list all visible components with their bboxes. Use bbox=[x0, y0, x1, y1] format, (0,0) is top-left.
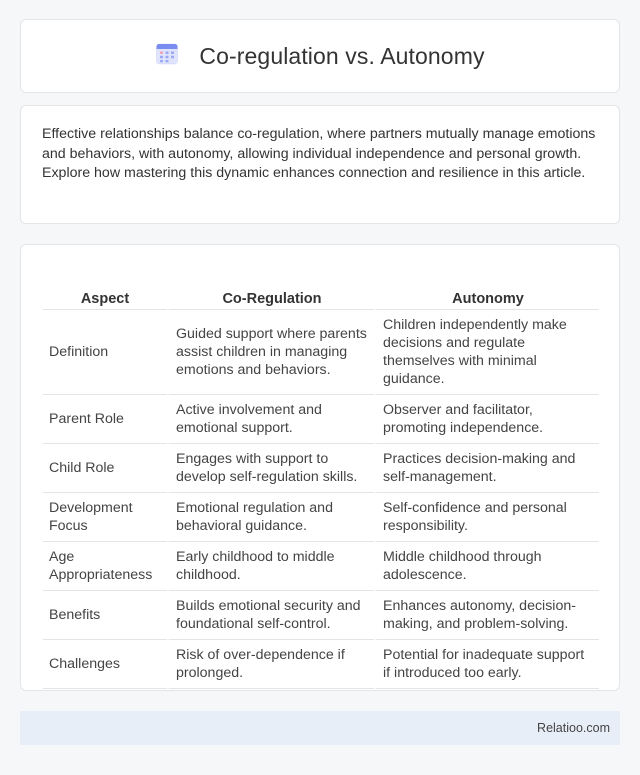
table-row bbox=[43, 310, 599, 395]
row-co-regulation: Risk of over-dependence if prolonged. bbox=[167, 640, 374, 689]
page-title: Co-regulation vs. Autonomy bbox=[199, 42, 485, 69]
row-autonomy: Middle childhood through adolescence. bbox=[374, 542, 599, 591]
footer bbox=[20, 711, 620, 745]
table-row bbox=[43, 493, 599, 542]
row-co-regulation: Builds emotional security and foundational self-control. bbox=[167, 591, 374, 640]
row-aspect: Challenges bbox=[43, 640, 167, 689]
row-autonomy: Practices decision-making and self-management. bbox=[374, 444, 599, 493]
intro-card bbox=[20, 105, 620, 224]
row-aspect: Development Focus bbox=[43, 493, 167, 542]
row-aspect: Benefits bbox=[43, 591, 167, 640]
row-autonomy: Enhances autonomy, decision-making, and problem-solving. bbox=[374, 591, 599, 640]
row-co-regulation: Guided support where parents assist children in managing emotions and behaviors. bbox=[167, 310, 374, 395]
row-co-regulation: Active involvement and emotional support. bbox=[167, 395, 374, 444]
table-header-row bbox=[43, 265, 599, 310]
header-aspect: Aspect bbox=[43, 265, 167, 310]
table-row bbox=[43, 444, 599, 493]
header-co-regulation: Co-Regulation bbox=[167, 265, 374, 310]
intro-text: Effective relationships balance co-regulation, where partners mutually manage emotions and behaviors, with autonomy, allowing individual independence and personal growth. Explore how mastering this dynamic enhances connection and resilience in this article. bbox=[42, 126, 596, 181]
table-row bbox=[43, 395, 599, 444]
title-wrap bbox=[155, 42, 484, 71]
row-co-regulation: Early childhood to middle childhood. bbox=[167, 542, 374, 591]
table-row bbox=[43, 591, 599, 640]
row-aspect: Child Role bbox=[43, 444, 167, 493]
row-autonomy: Potential for inadequate support if introduced too early. bbox=[374, 640, 599, 689]
table-row bbox=[43, 542, 599, 591]
calendar-icon bbox=[155, 42, 179, 71]
row-co-regulation: Engages with support to develop self-regulation skills. bbox=[167, 444, 374, 493]
row-autonomy: Observer and facilitator, promoting independence. bbox=[374, 395, 599, 444]
row-autonomy: Children independently make decisions and regulate themselves with minimal guidance. bbox=[374, 310, 599, 395]
table-row bbox=[43, 640, 599, 689]
row-aspect: Definition bbox=[43, 310, 167, 395]
row-aspect: Parent Role bbox=[43, 395, 167, 444]
title-card bbox=[20, 19, 620, 93]
row-co-regulation: Emotional regulation and behavioral guidance. bbox=[167, 493, 374, 542]
comparison-table bbox=[43, 265, 599, 689]
table-card bbox=[20, 244, 620, 691]
header-autonomy: Autonomy bbox=[374, 265, 599, 310]
row-autonomy: Self-confidence and personal responsibility. bbox=[374, 493, 599, 542]
row-aspect: Age Appropriateness bbox=[43, 542, 167, 591]
footer-brand: Relatioo.com bbox=[537, 721, 610, 735]
